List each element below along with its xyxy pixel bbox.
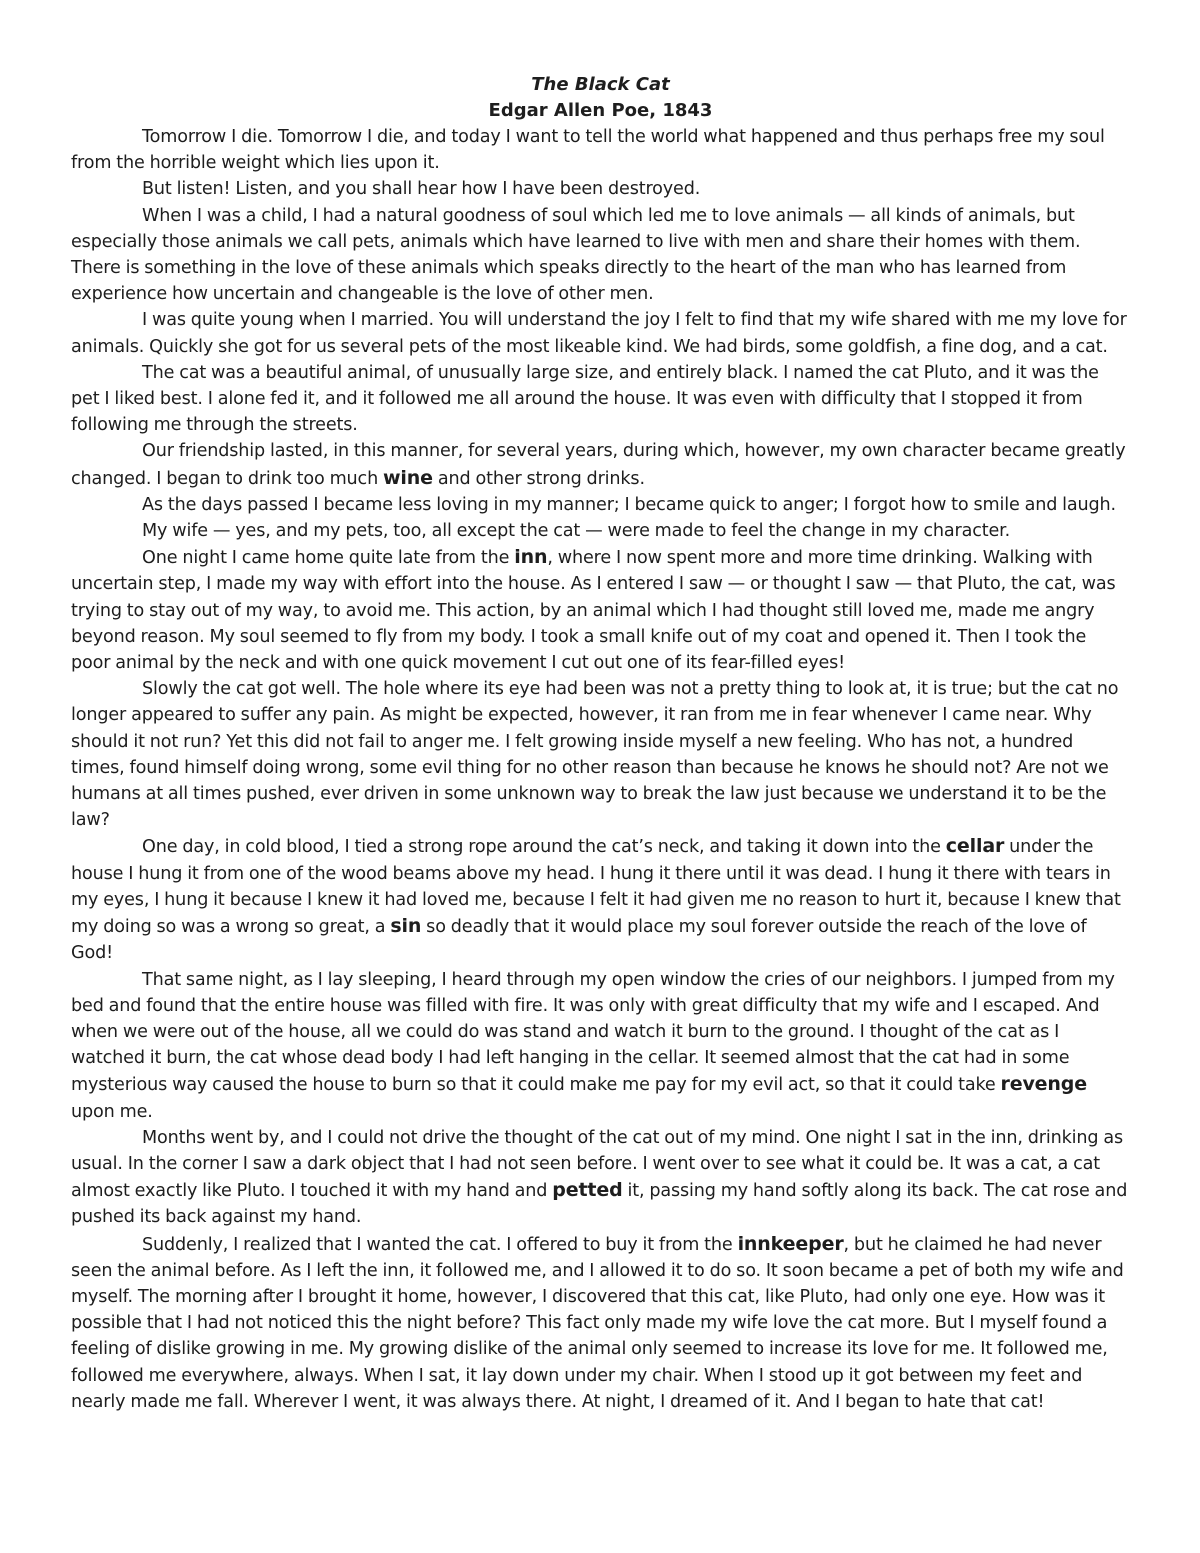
vocabulary-word: innkeeper (737, 1232, 844, 1255)
vocabulary-word: sin (390, 915, 422, 938)
paragraph (71, 360, 1130, 439)
paragraph (71, 518, 1130, 544)
paragraph-text: Tomorrow I die. Tomorrow I die, and today I want to tell the world what happened and thus perhaps free my soul from the horrible weight which lies upon it. (71, 127, 1105, 174)
paragraph-text: As the days passed I became less loving in my manner; I became quick to anger; I forgot how to smile and laugh. (142, 494, 1116, 515)
paragraph-text: upon me. (71, 1101, 153, 1122)
paragraph (71, 676, 1130, 833)
paragraph-text: My wife — yes, and my pets, too, all except the cat — were made to feel the change in my character. (142, 521, 1011, 542)
paragraph-text: Months went by, and I could not drive the thought of the cat out of my mind. One night I sat in the inn, drinking as usual. In the corner I saw a dark object that I had not seen before. I went over to see what it could be. It was a cat, a cat almost exactly like Pluto. I touched it with my hand and (71, 1127, 1124, 1202)
paragraph-text: , but he claimed he had never seen the animal before. As I left the inn, it followed me, and I allowed it to do so. It soon became a pet of both my wife and myself. The morning after I brought it home, however, I discovered that this cat, like Pluto, had only one eye. How was it possible that I had not noticed this the night before? This fact only made my wife love the cat more. But I myself found a feeling of dislike growing in me. My growing dislike of the animal only seemed to increase its love for me. It followed me, followed me everywhere, always. When I sat, it lay down under my chair. When I stood up it got between my feet and nearly made me fall. Wherever I went, it was always there. At night, I dreamed of it. And I began to hate that cat! (71, 1234, 1124, 1412)
paragraph (71, 203, 1130, 308)
paragraph-text: Our friendship lasted, in this manner, for several years, during which, however, my own character became greatly changed. I began to drink too much (71, 441, 1126, 489)
paragraph (71, 124, 1130, 176)
paragraph (71, 307, 1130, 359)
paragraph-text: and other strong drinks. (432, 468, 645, 489)
paragraph (71, 833, 1130, 966)
story-title: The Black Cat (531, 74, 670, 95)
paragraph (71, 438, 1130, 491)
vocabulary-word: revenge (1000, 1073, 1087, 1096)
story-body (71, 124, 1130, 1415)
paragraph-text: Suddenly, I realized that I wanted the cat. I offered to buy it from the (142, 1234, 738, 1255)
paragraph (71, 967, 1130, 1125)
document-header (71, 72, 1130, 124)
paragraph-text: The cat was a beautiful animal, of unusually large size, and entirely black. I named the cat Pluto, and it was the pet I liked best. I alone fed it, and it followed me all around the house. It was even with difficulty that I stopped it from following me through the streets. (71, 362, 1099, 436)
paragraph-text: it, passing my hand softly along its back. The cat rose and pushed its back against my hand. (71, 1181, 1128, 1228)
vocabulary-word: cellar (945, 835, 1005, 858)
paragraph-text: But listen! Listen, and you shall hear how I have been destroyed. (142, 179, 701, 200)
paragraph (71, 544, 1130, 676)
paragraph (71, 492, 1130, 518)
paragraph (71, 176, 1130, 202)
vocabulary-word: wine (383, 466, 433, 489)
paragraph-text: Slowly the cat got well. The hole where its eye had been was not a pretty thing to look at, it is true; but the cat no longer appeared to suffer any pain. As might be expected, however, it ran from me in fear whenever I came near. Why should it not run? Yet this did not fail to anger me. I felt growing inside myself a new feeling. Who has not, a hundred times, found himself doing wrong, some evil thing for no other reason than because he knows he should not? Are not we humans at all times pushed, ever driven in some unknown way to break the law just because we understand it to be the law? (71, 679, 1119, 831)
paragraph-text: so deadly that it would place my soul forever outside the reach of the love of God! (71, 917, 1087, 964)
paragraph-text: , where I now spent more and more time drinking. Walking with uncertain step, I made my way with effort into the house. As I entered I saw — or thought I saw — that Pluto, the cat, was trying to stay out of my way, to avoid me. This action, by an animal which I had thought still loved me, made me angry beyond reason. My soul seemed to fly from my body. I took a small knife out of my coat and opened it. Then I took the poor animal by the neck and with one quick movement I cut out one of its fear-filled eyes! (71, 548, 1116, 674)
paragraph-text: That same night, as I lay sleeping, I heard through my open window the cries of our neighbors. I jumped from my bed and found that the entire house was filled with fire. It was only with great difficulty that my wife and I escaped. And when we were out of the house, all we could do was stand and watch it burn to the ground. I thought of the cat as I watched it burn, the cat whose dead body I had left hanging in the cellar. It seemed almost that the cat had in some mysterious way caused the house to burn so that it could make me pay for my evil act, so that it could take (71, 969, 1115, 1096)
vocabulary-word: petted (552, 1179, 623, 1202)
paragraph-text: One night I came home quite late from the (142, 548, 515, 569)
paragraph (71, 1125, 1130, 1231)
story-author: Edgar Allen Poe, 1843 (488, 100, 713, 121)
paragraph (71, 1231, 1130, 1415)
paragraph-text: under the house I hung it from one of the wood beams above my head. I hung it there until it was dead. I hung it there with tears in my eyes, I hung it because I knew it had loved me, because I felt it had given me no reason to hurt it, because I knew that my doing so was a wrong so great, a (71, 837, 1121, 938)
paragraph-text: I was quite young when I married. You will understand the joy I felt to find that my wife shared with me my love for animals. Quickly she got for us several pets of the most likeable kind. We had birds, some goldfish, a fine dog, and a cat. (71, 310, 1127, 357)
paragraph-text: When I was a child, I had a natural goodness of soul which led me to love animals — all kinds of animals, but especially those animals we call pets, animals which have learned to live with men and share their homes with them. There is something in the love of these animals which speaks directly to the heart of the man who has learned from experience how uncertain and changeable is the love of other men. (71, 205, 1081, 305)
paragraph-text: One day, in cold blood, I tied a strong rope around the cat’s neck, and taking it down into the (142, 837, 946, 858)
vocabulary-word: inn (514, 546, 548, 569)
